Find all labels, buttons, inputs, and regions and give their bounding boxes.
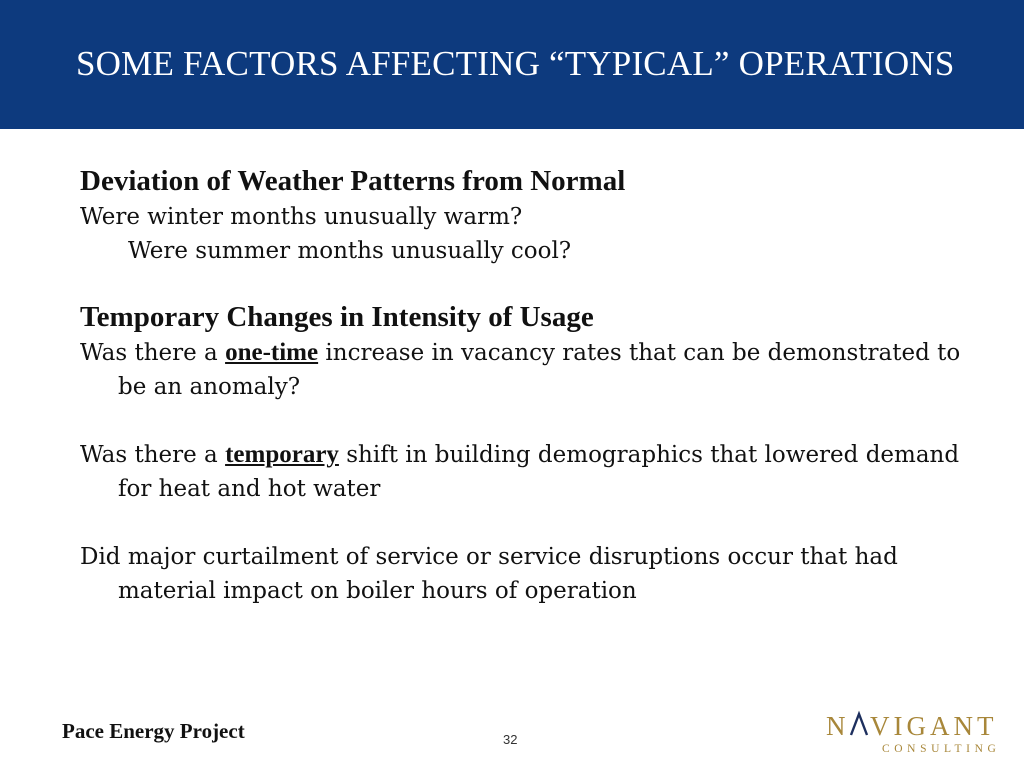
slide-body: [80, 162, 980, 608]
usage-question-vacancy: [80, 336, 980, 404]
page-number: 32: [503, 732, 518, 747]
slide-title: SOME FACTORS AFFECTING “TYPICAL” OPERATIONS: [76, 44, 955, 83]
footer-project-name: Pace Energy Project: [62, 719, 245, 743]
weather-question-winter: Were winter months unusually warm?: [80, 204, 523, 230]
usage-question-curtailment: Did major curtailment of service or service disruptions occur that had material impact on boiler hours of operation: [80, 544, 898, 604]
navigant-consulting-logo: [826, 710, 1004, 756]
demographics-prefix: Was there a: [80, 442, 226, 468]
demographics-suffix: shift in building demographics that lowered demand for heat and hot water: [118, 442, 960, 502]
logo-letter-n: N: [826, 711, 848, 741]
section-heading-weather: Deviation of Weather Patterns from Normal: [80, 165, 626, 197]
logo-subtext: CONSULTING: [882, 743, 1001, 755]
weather-question-summer: Were summer months unusually cool?: [128, 238, 572, 264]
title-banner: [0, 0, 1024, 129]
logo-letters-vigant: VIGANT: [870, 711, 998, 741]
emphasis-one-time: one-time: [225, 339, 319, 366]
vacancy-prefix: Was there a: [80, 340, 226, 366]
emphasis-temporary: temporary: [225, 441, 339, 468]
usage-question-demographics: [80, 438, 980, 506]
vacancy-suffix: increase in vacancy rates that can be demonstrated to be an anomaly?: [118, 340, 961, 400]
section-heading-usage: Temporary Changes in Intensity of Usage: [80, 301, 594, 333]
logo-chevron-icon: [851, 714, 867, 735]
navigant-wordmark: [826, 711, 997, 741]
